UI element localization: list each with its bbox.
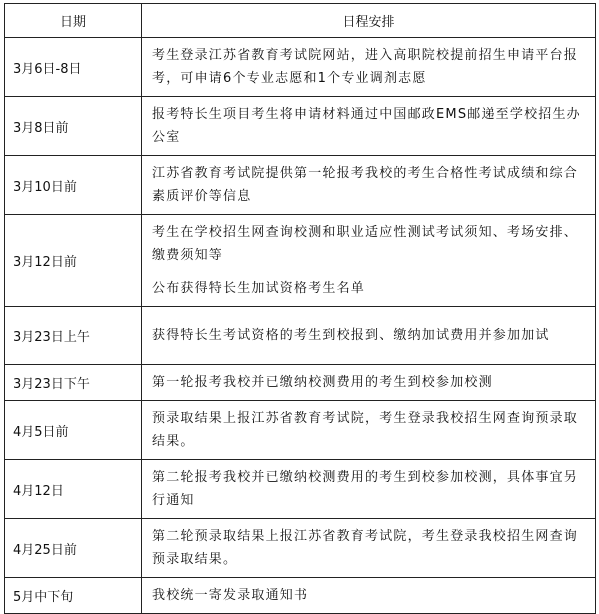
row-date: 3月6日-8日 (5, 38, 142, 97)
row-detail: 第二轮预录取结果上报江苏省教育考试院，考生登录我校招生网查询预录取结果。 (142, 519, 596, 578)
row-detail: 获得特长生考试资格的考生到校报到、缴纳加试费用并参加加试 (142, 307, 596, 365)
row-detail: 第二轮报考我校并已缴纳校测费用的考生到校参加校测，具体事宜另行通知 (142, 460, 596, 519)
row-detail: 报考特长生项目考生将申请材料通过中国邮政EMS邮递至学校招生办公室 (142, 97, 596, 156)
row-detail (142, 215, 596, 307)
row-detail: 第一轮报考我校并已缴纳校测费用的考生到校参加校测 (142, 365, 596, 401)
row-date: 4月25日前 (5, 519, 142, 578)
schedule-table (4, 3, 596, 614)
table-row (5, 38, 596, 97)
table-row (5, 215, 596, 307)
row-detail-extra: 公布获得特长生加试资格考生名单 (152, 281, 366, 296)
table-row (5, 401, 596, 460)
row-date: 4月12日 (5, 460, 142, 519)
row-detail: 江苏省教育考试院提供第一轮报考我校的考生合格性考试成绩和综合素质评价等信息 (142, 156, 596, 215)
row-detail: 我校统一寄发录取通知书 (142, 578, 596, 614)
row-detail: 预录取结果上报江苏省教育考试院，考生登录我校招生网查询预录取结果。 (142, 401, 596, 460)
row-date: 3月8日前 (5, 97, 142, 156)
row-date: 3月10日前 (5, 156, 142, 215)
row-date: 5月中下旬 (5, 578, 142, 614)
table-row (5, 578, 596, 614)
table-row (5, 97, 596, 156)
arrangement-column-header: 日程安排 (142, 4, 596, 38)
row-detail-text: 考生在学校招生网查询校测和职业适应性测试考试须知、考场安排、缴费须知等 (152, 225, 579, 263)
date-column-header: 日期 (5, 4, 142, 38)
table-row (5, 460, 596, 519)
row-date: 3月12日前 (5, 215, 142, 307)
table-row (5, 365, 596, 401)
header-row (5, 4, 596, 38)
row-date: 3月23日上午 (5, 307, 142, 365)
row-detail: 考生登录江苏省教育考试院网站，进入高职院校提前招生申请平台报考，可申请6个专业志愿和1个专业调剂志愿 (142, 38, 596, 97)
table-row (5, 307, 596, 365)
row-date: 4月5日前 (5, 401, 142, 460)
table-row (5, 519, 596, 578)
row-date: 3月23日下午 (5, 365, 142, 401)
table-row (5, 156, 596, 215)
